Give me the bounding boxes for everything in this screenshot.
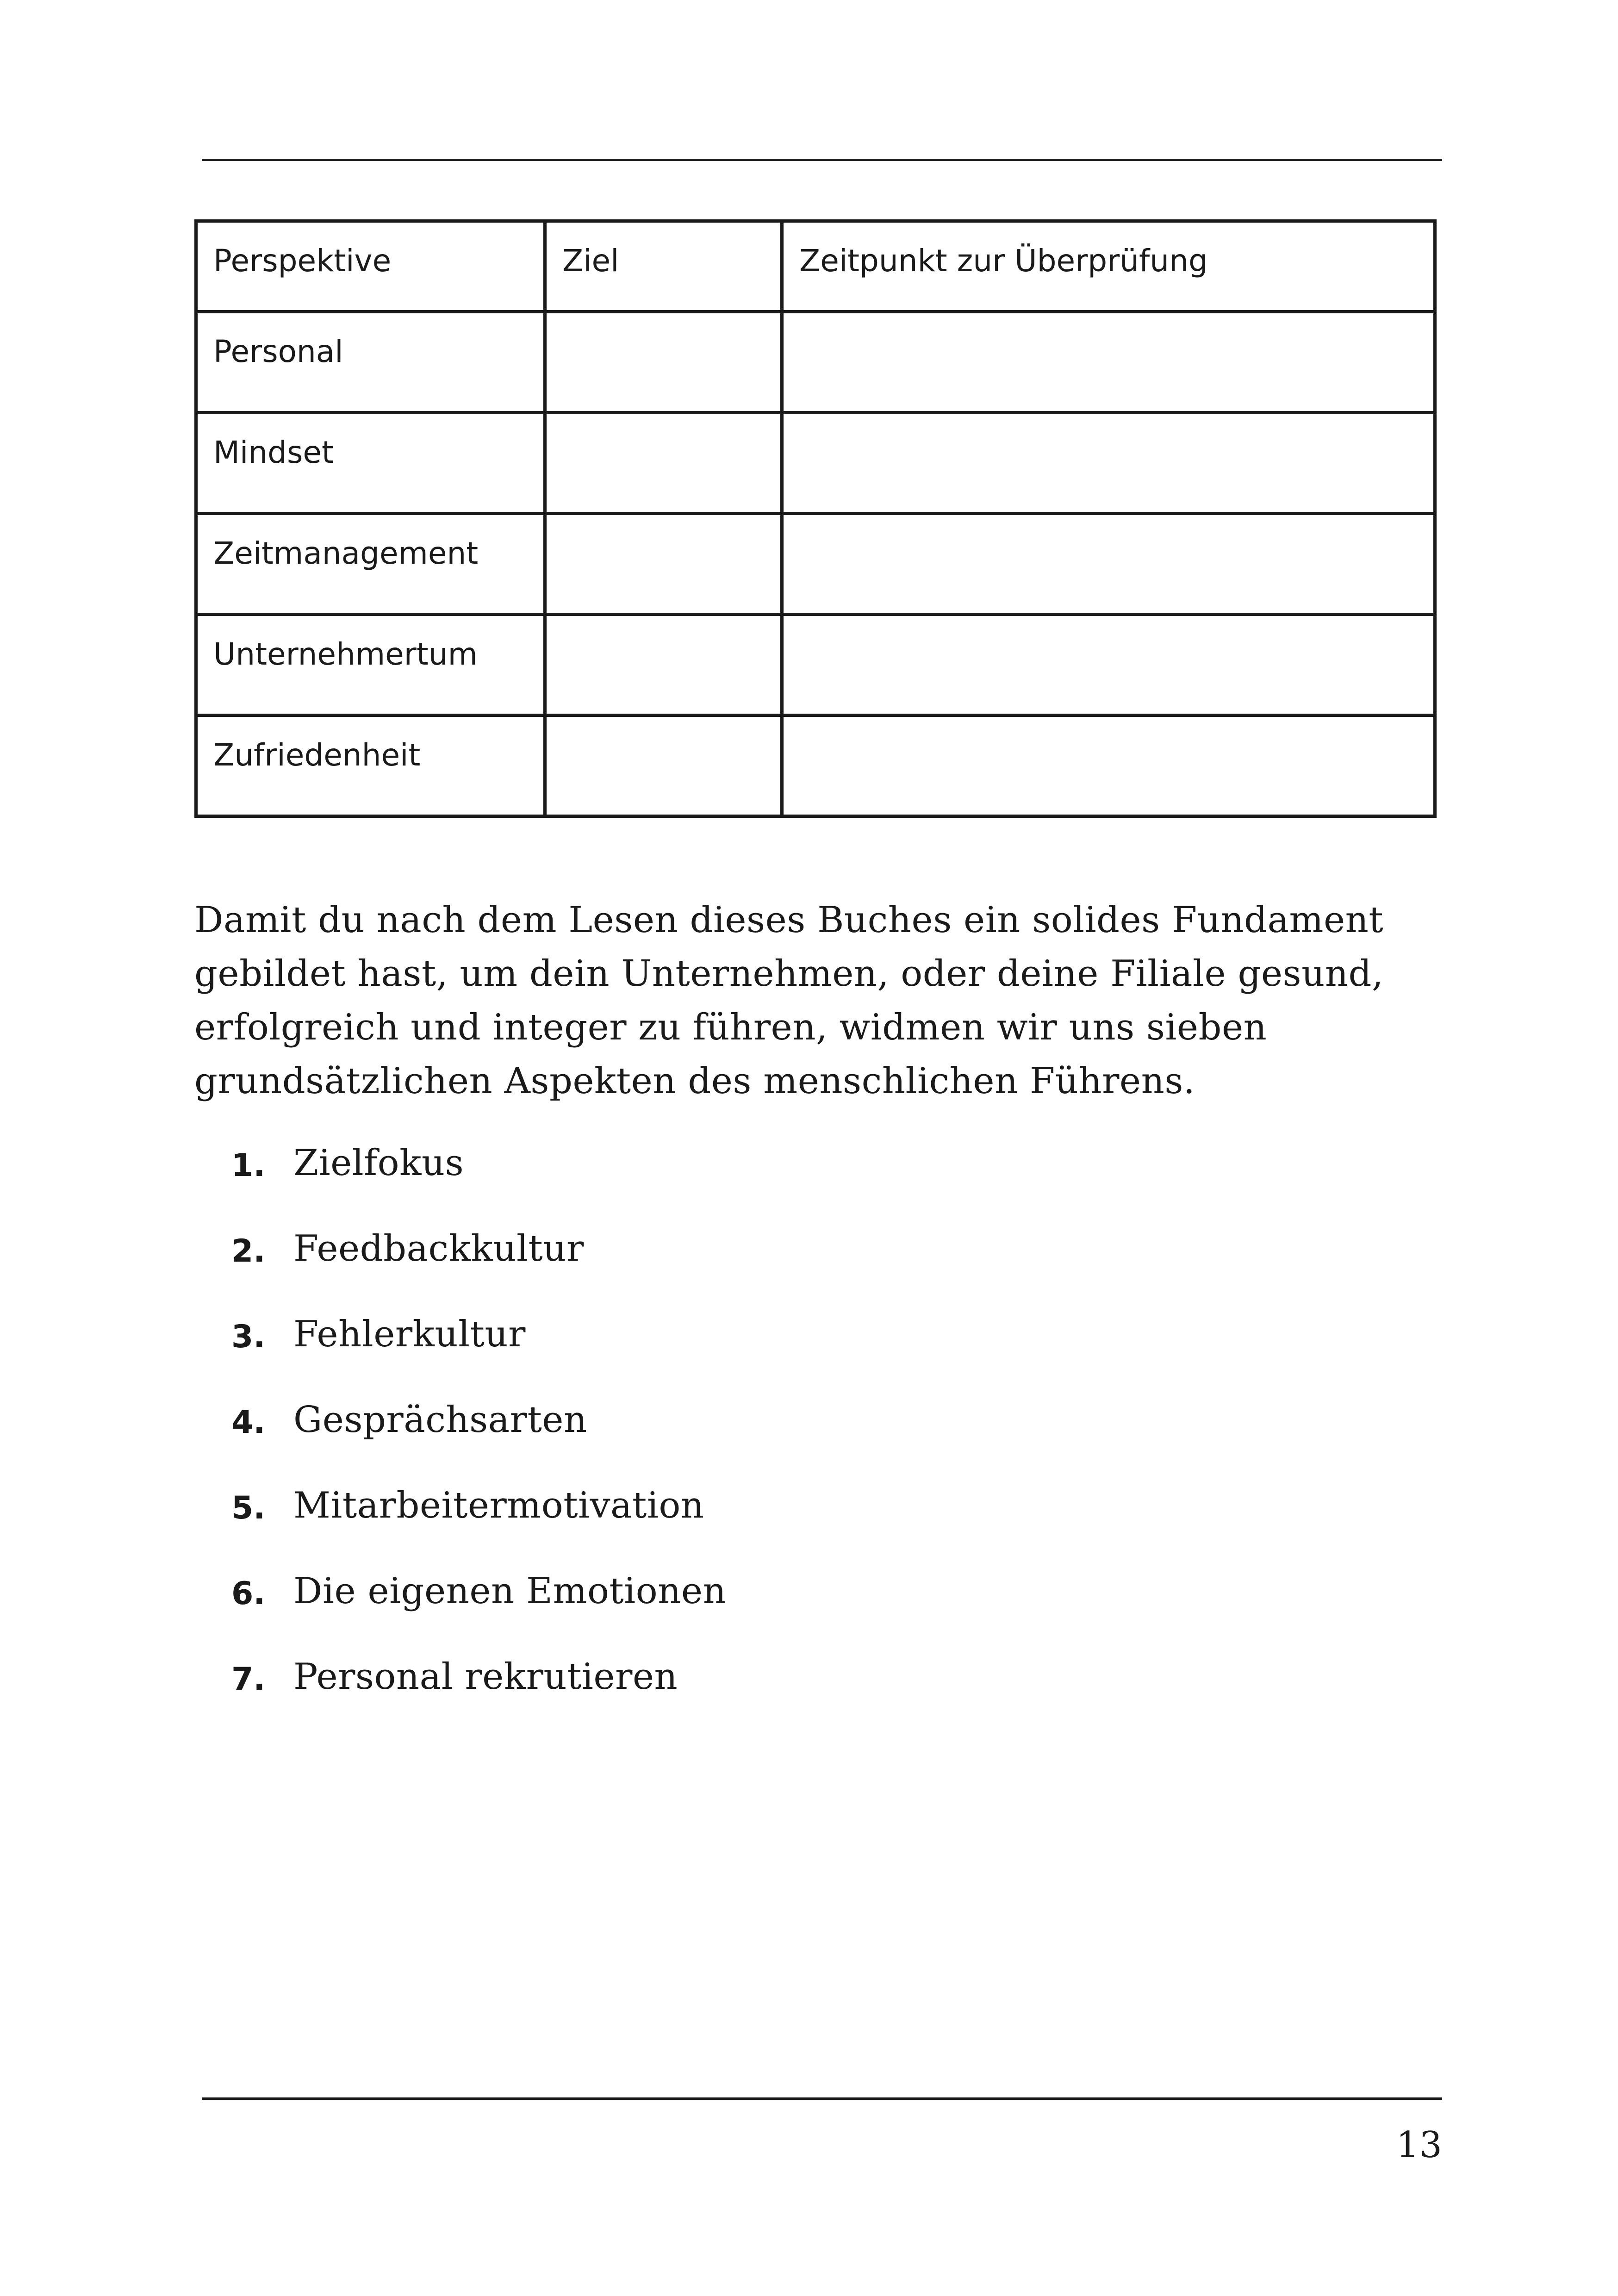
- cell-zeitpunkt[interactable]: [782, 514, 1435, 615]
- aspects-list: [231, 1140, 726, 1739]
- list-item-number: 2.: [231, 1233, 266, 1269]
- list-item-label: Personal rekrutieren: [293, 1656, 678, 1698]
- cell-ziel[interactable]: [545, 413, 782, 514]
- table-row: [196, 716, 1435, 816]
- goals-table: [194, 219, 1437, 818]
- table-row: [196, 615, 1435, 716]
- cell-ziel[interactable]: [545, 514, 782, 615]
- list-item-label: Mitarbeitermotivation: [293, 1485, 704, 1526]
- list-item: [231, 1397, 726, 1482]
- list-item: [231, 1226, 726, 1311]
- cell-perspektive: Unternehmertum: [196, 615, 545, 716]
- list-item-label: Feedbackkultur: [293, 1228, 584, 1269]
- cell-zeitpunkt[interactable]: [782, 413, 1435, 514]
- list-item-number: 7.: [231, 1661, 266, 1698]
- list-item-number: 4.: [231, 1404, 266, 1441]
- cell-ziel[interactable]: [545, 615, 782, 716]
- list-item-number: 3.: [231, 1319, 266, 1355]
- cell-perspektive: Personal: [196, 312, 545, 413]
- cell-zeitpunkt[interactable]: [782, 615, 1435, 716]
- top-rule: [202, 159, 1442, 161]
- list-item-label: Zielfokus: [293, 1142, 464, 1184]
- cell-zeitpunkt[interactable]: [782, 716, 1435, 816]
- page-number: 13: [1396, 2124, 1442, 2166]
- header-zeitpunkt: Zeitpunkt zur Überprüfung: [782, 221, 1435, 312]
- list-item: [231, 1568, 726, 1654]
- cell-ziel[interactable]: [545, 716, 782, 816]
- cell-zeitpunkt[interactable]: [782, 312, 1435, 413]
- list-item: [231, 1140, 726, 1226]
- list-item-number: 6.: [231, 1575, 266, 1612]
- cell-perspektive: Zeitmanagement: [196, 514, 545, 615]
- list-item-number: 1.: [231, 1147, 266, 1184]
- header-perspektive: Perspektive: [196, 221, 545, 312]
- list-item-label: Gesprächsarten: [293, 1399, 587, 1441]
- list-item: [231, 1311, 726, 1397]
- list-item: [231, 1654, 726, 1739]
- cell-perspektive: Mindset: [196, 413, 545, 514]
- list-item: [231, 1482, 726, 1568]
- list-item-label: Die eigenen Emotionen: [293, 1570, 727, 1612]
- cell-ziel[interactable]: [545, 312, 782, 413]
- table-row: [196, 413, 1435, 514]
- list-item-number: 5.: [231, 1490, 266, 1526]
- header-ziel: Ziel: [545, 221, 782, 312]
- table-row: [196, 312, 1435, 413]
- cell-perspektive: Zufriedenheit: [196, 716, 545, 816]
- table-header-row: [196, 221, 1435, 312]
- body-paragraph: Damit du nach dem Lesen dieses Buches ein solides Fundament gebildet hast, um dein Unternehmen, oder deine Filiale gesund, erfolgreich und integer zu führen, widmen wir uns sieben grundsätzlichen Aspekten des menschlichen Führens.: [194, 899, 1384, 1102]
- list-item-label: Fehlerkultur: [293, 1313, 526, 1355]
- table-row: [196, 514, 1435, 615]
- bottom-rule: [202, 2097, 1442, 2100]
